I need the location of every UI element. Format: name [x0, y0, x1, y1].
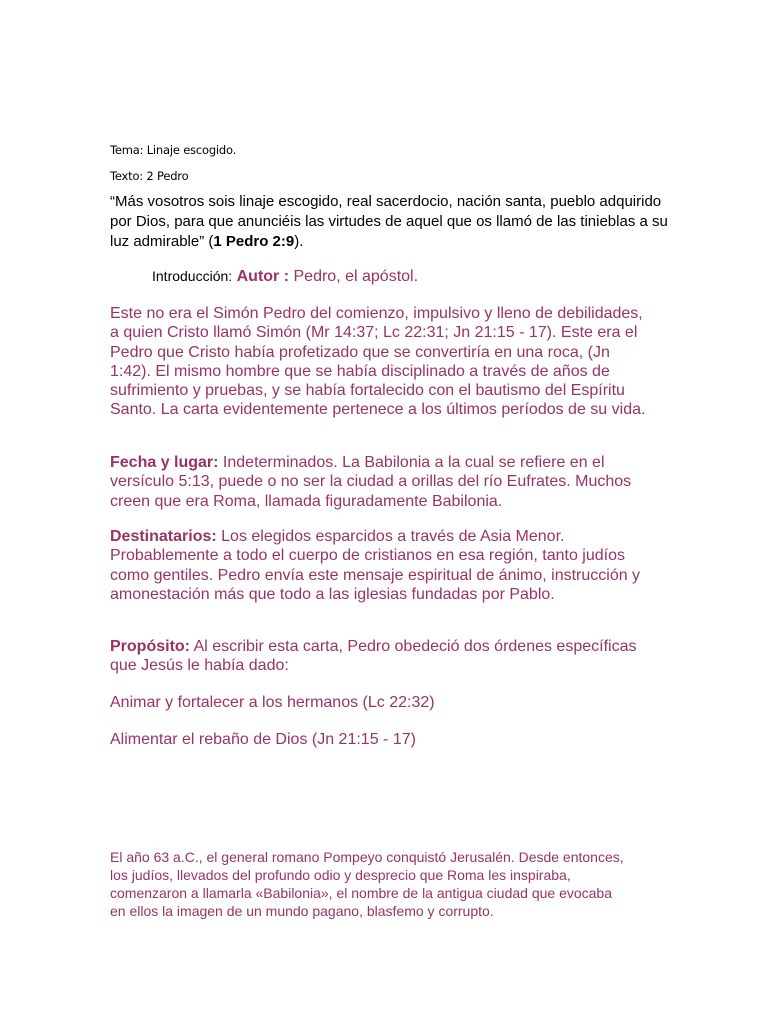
- intro-label: Introducción:: [152, 268, 233, 284]
- autor-value: Pedro, el apóstol.: [289, 268, 419, 285]
- destinatarios-text: Los elegidos esparcidos a través de Asia Menor. Probablemente a todo el cuerpo de cristianos en esa región, tanto judíos como gentiles. Pedro envía este mensaje espiritual de ánimo, instrucción y amonestación más que todo a las iglesias fundadas por Pablo.: [110, 528, 641, 603]
- tema-heading: Tema: Linaje escogido.: [110, 143, 237, 157]
- autor-label: Autor :: [236, 268, 290, 285]
- list-item-animar: Animar y fortalecer a los hermanos (Lc 22:32): [110, 694, 435, 711]
- quote-end: ).: [294, 233, 304, 250]
- destinatarios-label: Destinatarios:: [110, 528, 217, 545]
- fecha-label: Fecha y lugar:: [110, 454, 219, 471]
- intro-line: [152, 267, 418, 286]
- fecha-text: Indeterminados. La Babilonia a la cual se refiere en el versículo 5:13, puede o no ser la ciudad a orillas del río Eufrates. Muchos creen que era Roma, llamada figuradamente Babilonia.: [110, 454, 632, 510]
- quote-text: “Más vosotros sois linaje escogido, real sacerdocio, nación santa, pueblo adquirido por Dios, para que anunciéis las virtudes de aquel que os llamó de las tinieblas a su luz admirable” (: [110, 193, 668, 250]
- scripture-quote: [110, 192, 670, 252]
- paragraph-destinatarios: [110, 527, 655, 604]
- paragraph-author-description: Este no era el Simón Pedro del comienzo, impulsivo y lleno de debilidades, a quien Cristo llamó Simón (Mr 14:37; Lc 22:31; Jn 21:15 - 17). Este era el Pedro que Cristo había profetizado que se convertiría en una roca, (Jn 1:42). El mismo hombre que se había disciplinado a través de años de sufrimiento y pruebas, y se había fortalecido con el bautismo del Espíritu Santo. La carta evidentemente pertenece a los últimos períodos de su vida.: [110, 305, 646, 419]
- footer-note: El año 63 a.C., el general romano Pompeyo conquistó Jerusalén. Desde entonces, los judíos, llevados del profundo odio y desprecio que Roma les inspiraba, comenzaron a llamarla «Babilonia», el nombre de la antigua ciudad que evocaba en ellos la imagen de un mundo pagano, blasfemo y corrupto.: [110, 849, 624, 919]
- proposito-text: Al escribir esta carta, Pedro obedeció dos órdenes específicas que Jesús le había dado:: [110, 638, 637, 675]
- quote-reference: 1 Pedro 2:9: [213, 233, 295, 250]
- texto-heading: Texto: 2 Pedro: [110, 169, 189, 183]
- paragraph-proposito: [110, 637, 655, 676]
- proposito-label: Propósito:: [110, 638, 190, 655]
- paragraph-fecha-lugar: [110, 453, 655, 511]
- list-item-alimentar: Alimentar el rebaño de Dios (Jn 21:15 - 17): [110, 731, 416, 748]
